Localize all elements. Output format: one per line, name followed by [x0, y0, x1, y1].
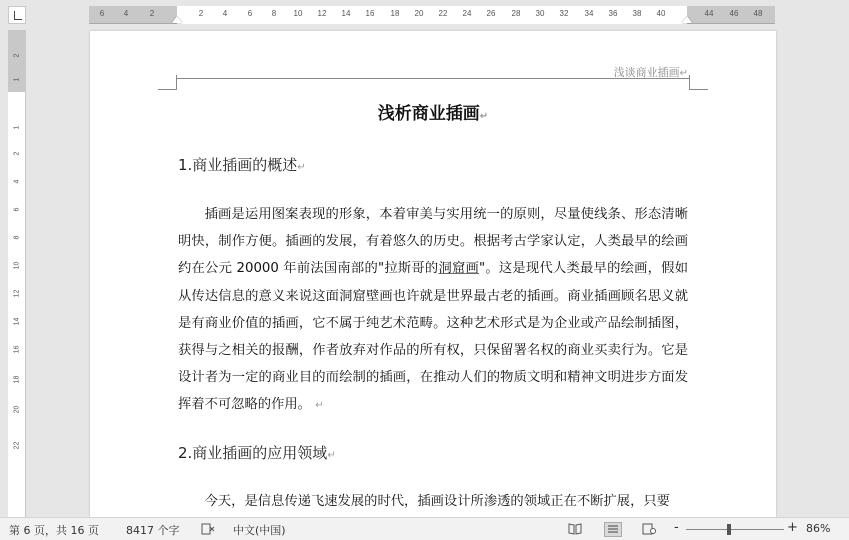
- h-ruler-number: 46: [729, 9, 739, 18]
- tab-selector-button[interactable]: [8, 6, 26, 24]
- v-ruler-number: 22: [13, 441, 21, 450]
- document-title[interactable]: 浅析商业插画↵: [377, 104, 489, 124]
- horizontal-ruler[interactable]: [89, 6, 775, 24]
- v-ruler-number: 6: [13, 207, 21, 212]
- left-tab-icon: [14, 11, 22, 20]
- h-ruler-number: 12: [317, 9, 327, 18]
- v-ruler-number: 18: [13, 375, 21, 384]
- h-ruler-number: 14: [341, 9, 351, 18]
- v-ruler-number: 16: [13, 345, 21, 354]
- v-ruler-number: 20: [13, 405, 21, 414]
- language-status[interactable]: 中文(中国): [233, 524, 286, 537]
- h-ruler-number: 4: [123, 9, 129, 18]
- zoom-slider-track[interactable]: [686, 529, 784, 530]
- h-ruler-number: 2: [149, 9, 155, 18]
- h-ruler-number: 18: [390, 9, 400, 18]
- page-header-text[interactable]: 浅谈商业插画↵: [613, 66, 688, 79]
- right-indent-marker[interactable]: [682, 16, 692, 23]
- section-heading-2[interactable]: 2.商业插画的应用领域↵: [178, 444, 336, 462]
- h-ruler-number: 44: [704, 9, 714, 18]
- h-ruler-number: 28: [511, 9, 521, 18]
- h-ruler-number: 2: [198, 9, 204, 18]
- page-count-status[interactable]: 第 6 页，共 16 页: [9, 524, 99, 537]
- word-count-status[interactable]: 8417 个字: [126, 524, 180, 537]
- crop-mark-right: [689, 75, 708, 90]
- print-layout-icon[interactable]: [604, 522, 622, 537]
- vertical-ruler[interactable]: [8, 30, 26, 517]
- status-bar: [0, 517, 849, 540]
- body-paragraph-1[interactable]: 插画是运用图案表现的形象，本着审美与实用统一的原则，尽量使线条、形态清晰明快，制作方便。插画的发展，有着悠久的历史。根据考古学家认定，人类最早的绘画约在公元 20000 年前法国南部的"拉斯哥的洞窟画"。这是现代人类最早的绘画，假如从传达信息的意义来说这面洞窟壁画也许就是世界最古老的插画。商业插画顾名思义就是有商业价值的插画，它不属于纯艺术范畴。这种艺术形式是为企业或产品绘制插图，获得与之相关的报酬，作者放弃对作品的所有权，只保留署名权的商业买卖行为。它是设计者为一定的商业目的而绘制的插画，在推动人们的物质文明和精神文明进步方面发挥着不可忽略的作用。 ↵: [178, 207, 689, 413]
- zoom-in-button[interactable]: +: [787, 520, 798, 535]
- h-ruler-number: 38: [632, 9, 642, 18]
- h-ruler-number: 48: [753, 9, 763, 18]
- v-ruler-number: 10: [13, 261, 21, 270]
- v-ruler-number: 1: [13, 125, 21, 130]
- h-ruler-number: 6: [247, 9, 253, 18]
- h-ruler-number: 22: [438, 9, 448, 18]
- h-ruler-number: 30: [535, 9, 545, 18]
- h-ruler-number: 10: [293, 9, 303, 18]
- h-ruler-number: 16: [365, 9, 375, 18]
- h-ruler-number: 32: [559, 9, 569, 18]
- v-ruler-number: 2: [13, 53, 21, 58]
- h-ruler-number: 6: [99, 9, 105, 18]
- body-paragraph-2[interactable]: 今天，是信息传递飞速发展的时代，插画设计所渗透的领域正在不断扩展，只要: [204, 494, 670, 509]
- v-ruler-number: 8: [13, 235, 21, 240]
- section-heading-1[interactable]: 1.商业插画的概述↵: [178, 156, 306, 174]
- left-indent-marker[interactable]: [172, 16, 182, 23]
- proofing-icon[interactable]: [201, 523, 213, 534]
- web-layout-icon[interactable]: [642, 523, 654, 534]
- zoom-out-button[interactable]: -: [674, 520, 679, 535]
- zoom-level[interactable]: 86%: [806, 522, 831, 535]
- header-rule: [177, 78, 689, 79]
- h-ruler-number: 4: [222, 9, 228, 18]
- h-ruler-number: 26: [486, 9, 496, 18]
- hyperlink-cave-painting[interactable]: 洞窟画: [438, 261, 480, 277]
- h-ruler-number: 8: [271, 9, 277, 18]
- h-ruler-number: 20: [414, 9, 424, 18]
- h-ruler-number: 34: [584, 9, 594, 18]
- document-page[interactable]: [90, 31, 776, 517]
- v-ruler-number: 12: [13, 289, 21, 298]
- v-ruler-number: 14: [13, 317, 21, 326]
- zoom-slider-thumb[interactable]: [727, 524, 731, 535]
- h-ruler-number: 36: [608, 9, 618, 18]
- h-ruler-number: 40: [656, 9, 666, 18]
- v-ruler-number: 2: [13, 151, 21, 156]
- crop-mark-left: [158, 75, 177, 90]
- v-ruler-number: 4: [13, 179, 21, 184]
- read-mode-icon[interactable]: [568, 523, 580, 534]
- v-ruler-number: 1: [13, 77, 21, 82]
- h-ruler-number: 24: [462, 9, 472, 18]
